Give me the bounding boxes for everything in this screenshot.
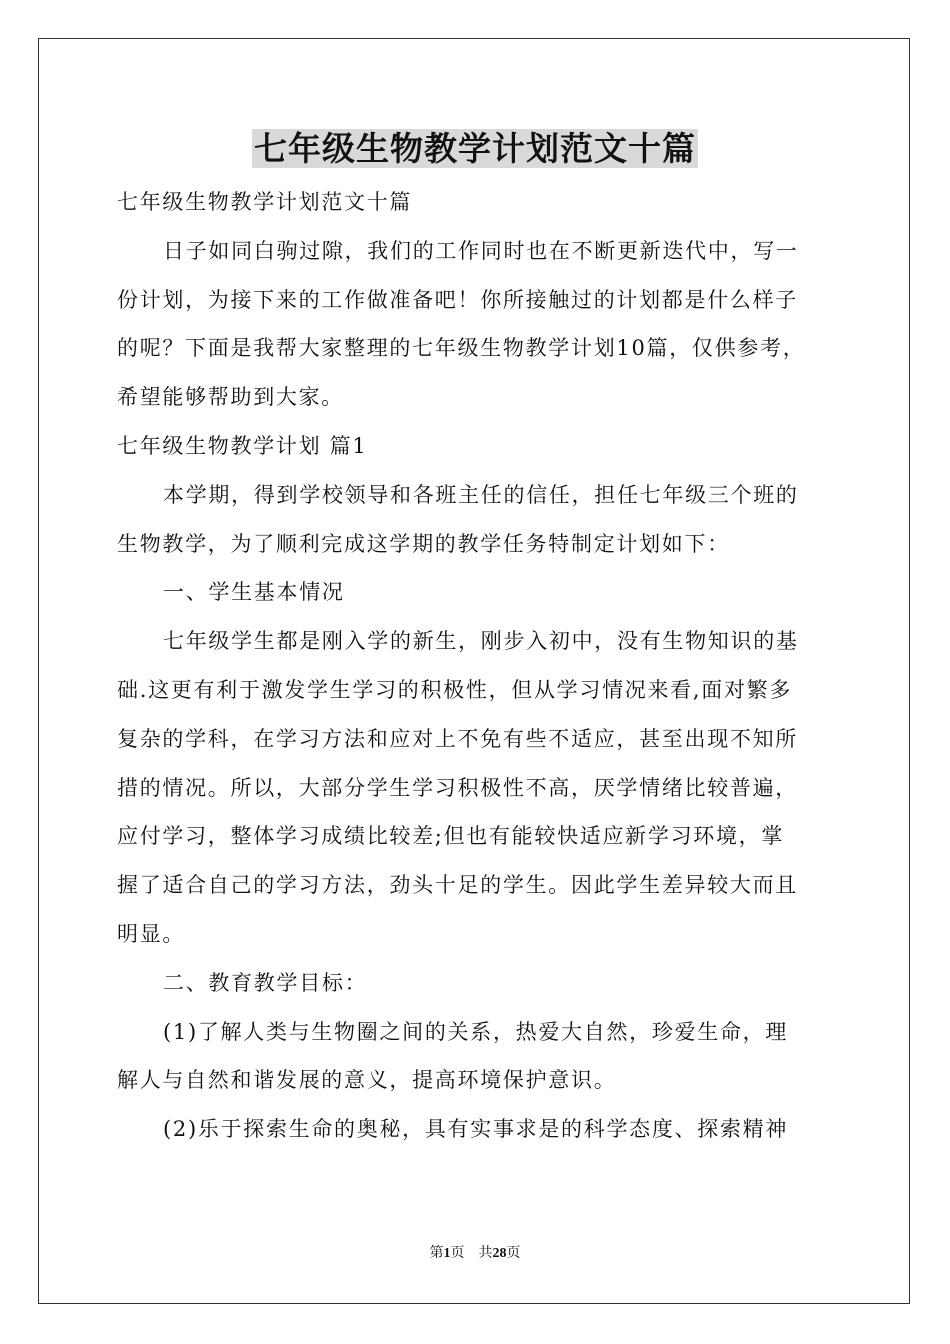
- subheading-line: 一、学生基本情况: [163, 580, 345, 605]
- paragraph-line: 明显。: [117, 921, 186, 946]
- section-heading: 七年级生物教学计划 篇1: [117, 433, 368, 458]
- paragraph-line: 份计划，为接下来的工作做准备吧！你所接触过的计划都是什么样子: [117, 287, 798, 312]
- page-footer: [0, 1242, 950, 1262]
- paragraph-line: 应付学习，整体学习成绩比较差;但也有能较快适应新学习环境，掌: [117, 824, 785, 849]
- footer-total-pages: 28: [492, 1246, 507, 1261]
- footer-page-number: 1: [443, 1246, 451, 1261]
- paragraph-line: 解人与自然和谐发展的意义，提高环境保护意识。: [117, 1068, 617, 1093]
- paragraph-line: 础.这更有利于激发学生学习的积极性，但从学习情况来看,面对繁多: [117, 677, 793, 702]
- document-title-text: 七年级生物教学计划范文十篇: [254, 129, 696, 168]
- footer-middle: 页 共: [450, 1246, 493, 1261]
- paragraph-line: 七年级学生都是刚入学的新生，刚步入初中，没有生物知识的基: [163, 629, 799, 654]
- paragraph-line: 生物教学，为了顺利完成这学期的教学任务特制定计划如下：: [117, 531, 730, 556]
- footer-suffix: 页: [506, 1246, 521, 1261]
- subtitle-line: 七年级生物教学计划范文十篇: [117, 190, 413, 214]
- paragraph-line: 希望能够帮助到大家。: [117, 385, 344, 410]
- paragraph-line: (1)了解人类与生物圈之间的关系，热爱大自然，珍爱生命，理: [163, 1019, 789, 1044]
- paragraph-line: 措的情况。所以，大部分学生学习积极性不高，厌学情绪比较普遍，: [117, 775, 798, 800]
- paragraph-line: 本学期，得到学校领导和各班主任的信任，担任七年级三个班的: [163, 482, 799, 507]
- footer-prefix: 第: [429, 1246, 444, 1261]
- paragraph-line: 的呢？下面是我帮大家整理的七年级生物教学计划10篇，仅供参考，: [117, 336, 806, 361]
- paragraph-line: 日子如同白驹过隙，我们的工作同时也在不断更新迭代中，写一: [163, 238, 799, 263]
- subheading-line: 二、教育教学目标：: [163, 970, 368, 995]
- paragraph-line: 握了适合自己的学习方法，劲头十足的学生。因此学生差异较大而且: [117, 873, 798, 898]
- paragraph-line: (2)乐于探索生命的奥秘，具有实事求是的科学态度、探索精神: [163, 1117, 789, 1142]
- document-title: [0, 126, 950, 172]
- document-body: [117, 178, 839, 1154]
- paragraph-line: 复杂的学科，在学习方法和应对上不免有些不适应，甚至出现不知所: [117, 726, 798, 751]
